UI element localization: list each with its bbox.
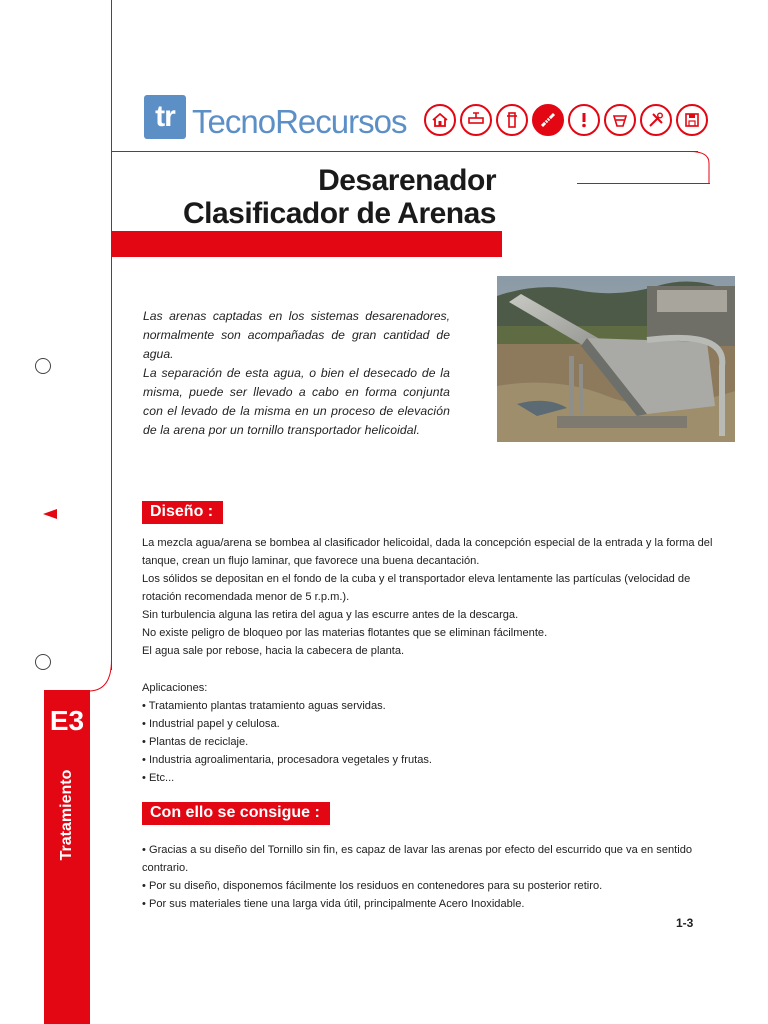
save-icon[interactable] (676, 104, 708, 136)
binder-hole-top (35, 358, 51, 374)
brand-name-part2: Recursos (275, 103, 407, 140)
design-line: Los sólidos se depositan en el fondo de la cuba y el transportador eleva lentamente las partículas (velocidad de rotación recomendada menor de 5 r.p.m.). (142, 573, 691, 603)
benefits-text (142, 841, 717, 913)
intro-text (143, 307, 450, 440)
section-heading-benefits: Con ello se consigue : (142, 802, 330, 825)
list-item: • Por sus materiales tiene una larga vida útil, principalmente Acero Inoxidable. (142, 898, 525, 910)
pipe-icon[interactable] (496, 104, 528, 136)
header-rule-lower (577, 183, 710, 184)
page-marker-arrow-icon (42, 508, 58, 520)
intro-paragraph-2: La separación de esta agua, o bien el desecado de la misma, puede ser llevado a cabo en forma conjunta con el levado de la misma en un proceso de elevación de la arena por un tornillo transportador helicoidal. (143, 366, 450, 437)
title-line-2: Clasificador de Arenas (182, 197, 496, 230)
screw-icon[interactable] (532, 104, 564, 136)
title-line-1: Desarenador (318, 164, 496, 197)
list-item: • Plantas de reciclaje. (142, 736, 249, 748)
brand-name (192, 103, 406, 141)
design-line: El agua sale por rebose, hacia la cabecera de planta. (142, 645, 405, 657)
header-rule-curve (690, 151, 712, 187)
list-item: • Industrial papel y celulosa. (142, 718, 280, 730)
list-item: • Etc... (142, 772, 175, 784)
equipment-photo (497, 276, 735, 442)
design-line: No existe peligro de bloqueo por las materias flotantes que se eliminan fácilmente. (142, 627, 548, 639)
frame-left-line (111, 0, 112, 670)
tools-icon[interactable] (640, 104, 672, 136)
applications-label: Aplicaciones: (142, 682, 208, 694)
title-bar (111, 231, 502, 257)
page-number: 1-3 (676, 916, 694, 930)
section-heading-design: Diseño : (142, 501, 223, 524)
valves-icon[interactable] (460, 104, 492, 136)
intro-paragraph-1: Las arenas captadas en los sistemas desarenadores, normalmente son acompañadas de gran cantidad de agua. (143, 309, 450, 361)
list-item: • Industria agroalimentaria, procesadora vegetales y frutas. (142, 754, 433, 766)
brand-name-part1: Tecno (192, 103, 276, 140)
list-item: • Tratamiento plantas tratamiento aguas servidas. (142, 700, 386, 712)
design-text (142, 534, 717, 660)
page-title (150, 164, 496, 230)
alert-icon[interactable] (568, 104, 600, 136)
tank-icon[interactable] (604, 104, 636, 136)
design-line: Sin turbulencia alguna las retira del agua y las escurre antes de la descarga. (142, 609, 519, 621)
header-rule (111, 151, 698, 152)
applications-list (142, 679, 717, 787)
list-item: • Por su diseño, disponemos fácilmente los residuos en contenedores para su posterior retiro. (142, 880, 603, 892)
side-tab-code: E3 (49, 705, 85, 736)
brand-logo-mark: tr (144, 95, 186, 139)
design-line: La mezcla agua/arena se bombea al clasificador helicoidal, dada la concepción especial de la entrada y la forma del tanque, crean un flujo laminar, que favorece una buena decantación. (142, 537, 713, 567)
binder-hole-bottom (35, 654, 51, 670)
home-icon[interactable] (424, 104, 456, 136)
list-item: • Gracias a su diseño del Tornillo sin fin, es capaz de lavar las arenas por efecto del escurrido que va en sentido contrario. (142, 844, 693, 874)
side-tab-label: Tratamiento (58, 769, 75, 861)
frame-curve (90, 660, 114, 694)
